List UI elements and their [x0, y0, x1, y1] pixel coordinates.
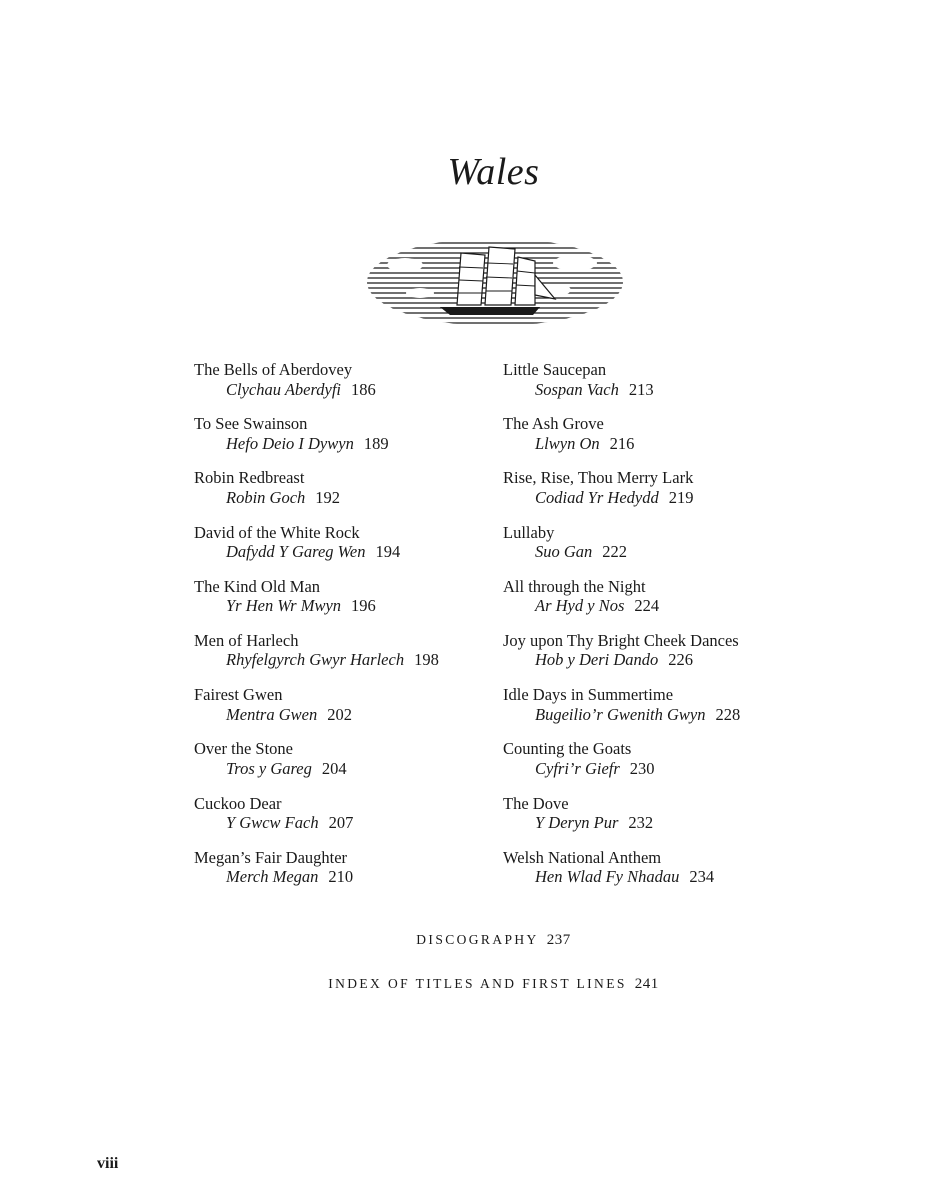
page-number: 207 — [328, 813, 354, 832]
contents-entry[interactable]: Over the Stone Tros y Gareg 204 — [194, 739, 347, 778]
contents-entry[interactable]: Cuckoo Dear Y Gwcw Fach 207 — [194, 793, 354, 832]
page-number: 210 — [328, 867, 354, 887]
contents-entry[interactable]: Idle Days in Summertime Bugeilio’r Gwenith Gwyn 228 — [503, 685, 741, 724]
contents-entry[interactable]: Lullaby Suo Gan 222 — [503, 522, 628, 562]
page-number: 189 — [363, 433, 389, 453]
page-number: 234 — [689, 867, 715, 887]
page-number: 219 — [668, 487, 694, 507]
page-number: 222 — [602, 542, 628, 562]
page-number: 224 — [634, 596, 660, 616]
page-folio: viii — [97, 1155, 119, 1172]
discography-label: DISCOGRAPHY — [416, 932, 539, 947]
discography-entry[interactable] — [0, 932, 927, 949]
index-entry[interactable] — [0, 976, 927, 993]
page-number: 198 — [414, 650, 439, 670]
contents-entry[interactable]: David of the White Rock Dafydd Y Gareg Wen 194 — [194, 522, 401, 562]
page-number: 228 — [715, 704, 741, 724]
contents-left-column — [194, 360, 524, 902]
page-number: 204 — [321, 758, 347, 778]
page-number: 241 — [634, 976, 659, 992]
contents-entry[interactable]: The Dove Y Deryn Pur 232 — [503, 793, 654, 832]
page-number: 232 — [628, 813, 654, 832]
contents-entry[interactable]: Welsh National Anthem Hen Wlad Fy Nhadau 234 — [503, 847, 715, 887]
contents-entry[interactable]: The Ash Grove Llwyn On 216 — [503, 414, 635, 453]
contents-entry[interactable]: Little Saucepan Sospan Vach 213 — [503, 360, 654, 399]
contents-entry[interactable]: Megan’s Fair Daughter Merch Megan 210 — [194, 847, 354, 887]
page-number: 213 — [628, 379, 654, 399]
page-number: 194 — [375, 542, 401, 562]
page-number: 230 — [629, 758, 655, 778]
contents-entry[interactable]: Joy upon Thy Bright Cheek Dances Hob y Deri Dando 226 — [503, 630, 739, 670]
sailing-ship-vignette-icon — [365, 235, 625, 330]
index-label: INDEX OF TITLES AND FIRST LINES — [328, 976, 627, 991]
page-number: 237 — [546, 932, 571, 948]
page-number: 186 — [351, 379, 376, 399]
contents-entry[interactable]: Men of Harlech Rhyfelgyrch Gwyr Harlech 198 — [194, 630, 439, 670]
contents-entry[interactable]: Counting the Goats Cyfri’r Giefr 230 — [503, 739, 655, 778]
page-number: 192 — [315, 487, 341, 507]
contents-entry[interactable]: The Bells of Aberdovey Clychau Aberdyfi 186 — [194, 360, 376, 399]
page-title: Wales — [447, 151, 540, 193]
contents-entry[interactable]: The Kind Old Man Yr Hen Wr Mwyn 196 — [194, 576, 376, 616]
page-number: 216 — [609, 433, 635, 453]
page-number: 226 — [668, 650, 694, 670]
page-number: 202 — [327, 704, 352, 724]
contents-entry[interactable]: All through the Night Ar Hyd y Nos 224 — [503, 576, 660, 616]
contents-entry[interactable]: Fairest Gwen Mentra Gwen 202 — [194, 685, 352, 724]
page-number: 196 — [351, 596, 376, 616]
contents-entry[interactable]: To See Swainson Hefo Deio I Dywyn 189 — [194, 414, 389, 453]
contents-entry[interactable]: Robin Redbreast Robin Goch 192 — [194, 468, 341, 507]
contents-entry[interactable]: Rise, Rise, Thou Merry Lark Codiad Yr Hedydd 219 — [503, 468, 694, 507]
contents-right-column — [503, 360, 833, 902]
